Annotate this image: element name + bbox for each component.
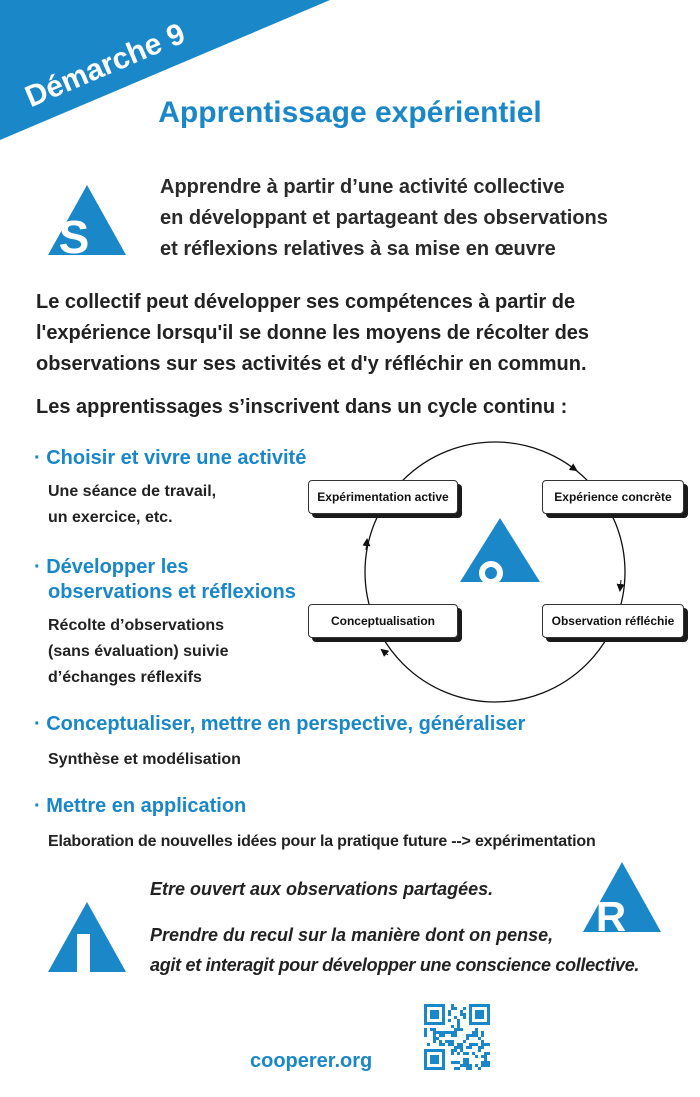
box-experience: Expérience concrète (542, 480, 684, 514)
note-open: Etre ouvert aux observations partagées. (150, 879, 494, 899)
svg-text:S: S (58, 211, 90, 257)
arrow-top (570, 466, 576, 470)
subtitle: Apprendre à partir d’une activité collective en développant et partageant des observations et réflexions relatives à sa mise en œuvre (160, 176, 608, 260)
box-observation: Observation réfléchie (542, 604, 684, 638)
s-triangle-icon (48, 185, 126, 257)
svg-text:R: R (595, 893, 627, 934)
step-4: · Mettre en application Elaboration de nouvelles idées pour la pratique future --> expérimentation (34, 795, 596, 850)
note-reflect: Prendre du recul sur la manière dont on pense, agit et interagit pour développer une conscience collective. (150, 925, 640, 975)
arrow-bottom (382, 650, 388, 655)
box-conceptualisation: Conceptualisation (308, 604, 458, 638)
step-2: · Développer les observations et réflexions Récolte d’observations (sans évaluation) suivie d’échanges réflexifs (34, 556, 296, 686)
i-triangle-icon (48, 902, 126, 974)
website-link[interactable]: cooperer.org (250, 1050, 373, 1072)
arrow-right (620, 580, 621, 590)
box-experimentation: Expérimentation active (308, 480, 458, 514)
page-title: Apprentissage expérientiel (158, 96, 542, 129)
qr-code-icon (424, 1004, 490, 1070)
intro-paragraph: Le collectif peut développer ses compétences à partir de l'expérience lorsqu'il se donne les moyens de récolter des observations sur ses activités et d'y réfléchir en commun. (36, 291, 590, 375)
cycle-intro: Les apprentissages s’inscrivent dans un cycle continu : (36, 396, 568, 418)
banner-label: Démarche 9 (20, 17, 190, 114)
step-1: · Choisir et vivre une activité Une séance de travail, un exercice, etc. (34, 447, 307, 526)
step-3: · Conceptualiser, mettre en perspective, généraliser Synthèse et modélisation (34, 713, 526, 768)
